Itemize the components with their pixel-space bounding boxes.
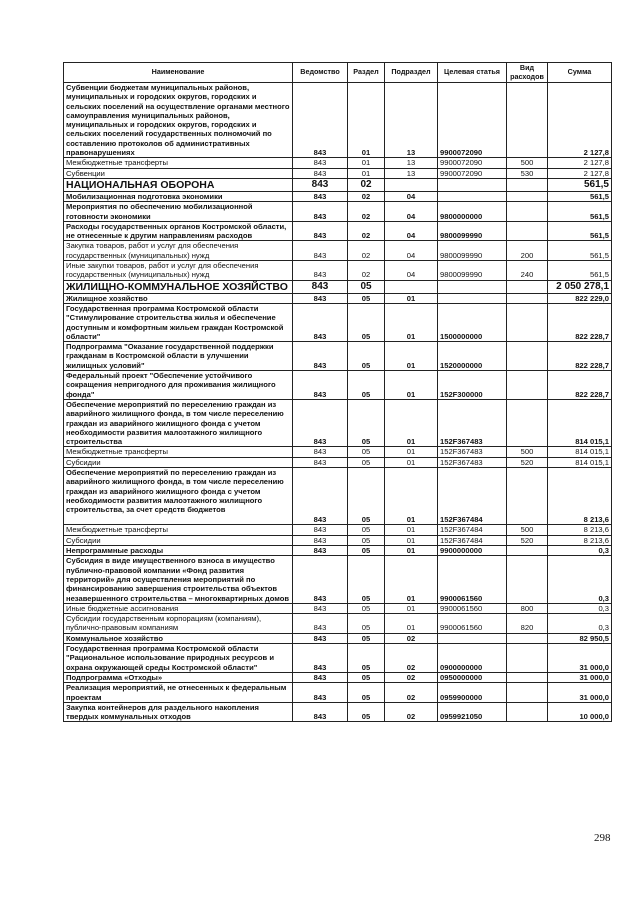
cell-summa: 814 015,1 [548, 457, 612, 467]
cell-name: Государственная программа Костромской области "Рациональное использование природных ресурсов и охрана окружающей среды Костромской области" [64, 644, 293, 673]
cell-name: Межбюджетные трансферты [64, 158, 293, 168]
cell-ved: 843 [293, 241, 348, 261]
cell-statya: 9800000000 [438, 202, 507, 222]
cell-ved: 843 [293, 672, 348, 682]
table-row [64, 683, 612, 703]
table-row [64, 546, 612, 556]
cell-vid: 530 [507, 168, 548, 178]
cell-name: Подпрограмма "Оказание государственной поддержки гражданам в Костромской области в улучшении жилищных условий" [64, 342, 293, 371]
cell-razdel: 05 [348, 633, 385, 643]
cell-podrazdel: 02 [385, 644, 438, 673]
cell-name: Коммунальное хозяйство [64, 633, 293, 643]
cell-ved: 843 [293, 633, 348, 643]
cell-statya: 9900061560 [438, 556, 507, 603]
cell-ved: 843 [293, 447, 348, 457]
cell-razdel: 05 [348, 683, 385, 703]
cell-podrazdel [385, 178, 438, 191]
cell-ved: 843 [293, 342, 348, 371]
cell-podrazdel: 01 [385, 303, 438, 341]
cell-podrazdel: 02 [385, 672, 438, 682]
table-body [64, 83, 612, 722]
cell-ved: 843 [293, 280, 348, 293]
cell-name: Межбюджетные трансферты [64, 447, 293, 457]
cell-razdel: 01 [348, 158, 385, 168]
table-row [64, 303, 612, 341]
cell-summa: 814 015,1 [548, 399, 612, 446]
cell-podrazdel: 01 [385, 614, 438, 634]
cell-name: Мероприятия по обеспечению мобилизационной готовности экономики [64, 202, 293, 222]
table-row [64, 525, 612, 535]
cell-summa: 561,5 [548, 261, 612, 281]
cell-ved: 843 [293, 293, 348, 303]
header-statya: Целевая статья [438, 63, 507, 83]
cell-statya [438, 178, 507, 191]
cell-vid [507, 672, 548, 682]
cell-podrazdel: 13 [385, 158, 438, 168]
cell-ved: 843 [293, 535, 348, 545]
cell-vid [507, 342, 548, 371]
cell-name: Государственная программа Костромской области "Стимулирование строительства жилья и обеспечение доступным и комфортным жильем граждан Костромской области" [64, 303, 293, 341]
table-row [64, 447, 612, 457]
cell-razdel: 05 [348, 556, 385, 603]
cell-statya: 9800099990 [438, 241, 507, 261]
cell-summa: 814 015,1 [548, 447, 612, 457]
cell-ved: 843 [293, 457, 348, 467]
cell-ved: 843 [293, 683, 348, 703]
cell-summa: 822 228,7 [548, 371, 612, 400]
cell-name: Субсидии [64, 457, 293, 467]
table-row [64, 467, 612, 524]
cell-vid: 240 [507, 261, 548, 281]
cell-podrazdel: 04 [385, 261, 438, 281]
cell-statya: 9900072090 [438, 83, 507, 158]
cell-summa: 561,5 [548, 202, 612, 222]
cell-name: Межбюджетные трансферты [64, 525, 293, 535]
cell-vid [507, 633, 548, 643]
table-row [64, 556, 612, 603]
cell-name: Субсидии государственным корпорациям (компаниям), публично-правовым компаниям [64, 614, 293, 634]
table-row [64, 293, 612, 303]
cell-razdel: 05 [348, 546, 385, 556]
cell-vid: 500 [507, 525, 548, 535]
cell-summa: 2 127,8 [548, 158, 612, 168]
cell-vid: 820 [507, 614, 548, 634]
cell-statya: 1500000000 [438, 303, 507, 341]
cell-razdel: 05 [348, 702, 385, 722]
cell-razdel: 05 [348, 603, 385, 613]
cell-podrazdel: 01 [385, 342, 438, 371]
cell-ved: 843 [293, 546, 348, 556]
header-name: Наименование [64, 63, 293, 83]
cell-summa: 8 213,6 [548, 467, 612, 524]
cell-summa: 822 229,0 [548, 293, 612, 303]
cell-razdel: 05 [348, 342, 385, 371]
cell-razdel: 02 [348, 191, 385, 201]
cell-razdel: 02 [348, 241, 385, 261]
header-vid: Вид расходов [507, 63, 548, 83]
cell-razdel: 02 [348, 178, 385, 191]
page-number: 298 [594, 832, 611, 844]
cell-statya: 0959921050 [438, 702, 507, 722]
cell-podrazdel: 13 [385, 168, 438, 178]
table-row [64, 261, 612, 281]
cell-statya: 9900061560 [438, 614, 507, 634]
table-row [64, 457, 612, 467]
cell-name: Субвенции [64, 168, 293, 178]
cell-name: Обеспечение мероприятий по переселению граждан из аварийного жилищного фонда, в том числе переселению граждан из аварийного жилищного фонда с учетом необходимости развития малоэтажного жилищного строительства [64, 399, 293, 446]
cell-podrazdel: 01 [385, 535, 438, 545]
table-row [64, 221, 612, 241]
header-summa: Сумма [548, 63, 612, 83]
cell-podrazdel: 01 [385, 546, 438, 556]
cell-vid: 500 [507, 158, 548, 168]
cell-summa: 0,3 [548, 603, 612, 613]
cell-vid [507, 293, 548, 303]
cell-ved: 843 [293, 371, 348, 400]
cell-name: Жилищное хозяйство [64, 293, 293, 303]
cell-statya: 0950000000 [438, 672, 507, 682]
cell-name: Иные бюджетные ассигнования [64, 603, 293, 613]
cell-podrazdel: 01 [385, 556, 438, 603]
cell-name: Закупка контейнеров для раздельного накопления твердых коммунальных отходов [64, 702, 293, 722]
cell-summa: 31 000,0 [548, 672, 612, 682]
cell-podrazdel: 04 [385, 191, 438, 201]
cell-statya: 152F300000 [438, 371, 507, 400]
budget-table-container [63, 62, 611, 722]
table-header-row [64, 63, 612, 83]
cell-vid: 200 [507, 241, 548, 261]
cell-vid [507, 280, 548, 293]
cell-statya [438, 191, 507, 201]
cell-podrazdel: 01 [385, 293, 438, 303]
cell-vid [507, 178, 548, 191]
table-row [64, 168, 612, 178]
cell-name: Федеральный проект "Обеспечение устойчивого сокращения непригодного для проживания жилищного фонда" [64, 371, 293, 400]
cell-razdel: 05 [348, 303, 385, 341]
cell-podrazdel: 01 [385, 525, 438, 535]
table-row [64, 702, 612, 722]
cell-ved: 843 [293, 168, 348, 178]
cell-razdel: 05 [348, 535, 385, 545]
table-row [64, 614, 612, 634]
cell-razdel: 05 [348, 371, 385, 400]
cell-summa: 822 228,7 [548, 303, 612, 341]
cell-ved: 843 [293, 221, 348, 241]
cell-vid [507, 644, 548, 673]
cell-vid [507, 191, 548, 201]
cell-statya: 9800099990 [438, 261, 507, 281]
cell-podrazdel: 04 [385, 241, 438, 261]
cell-ved: 843 [293, 202, 348, 222]
cell-statya: 9800099990 [438, 221, 507, 241]
cell-vid [507, 221, 548, 241]
cell-vid [507, 202, 548, 222]
cell-razdel: 05 [348, 280, 385, 293]
cell-summa: 8 213,6 [548, 525, 612, 535]
cell-ved: 843 [293, 191, 348, 201]
cell-name: ЖИЛИЩНО-КОММУНАЛЬНОЕ ХОЗЯЙСТВО [64, 280, 293, 293]
cell-razdel: 05 [348, 644, 385, 673]
cell-ved: 843 [293, 702, 348, 722]
cell-vid: 500 [507, 447, 548, 457]
cell-podrazdel: 02 [385, 633, 438, 643]
cell-razdel: 02 [348, 261, 385, 281]
cell-summa: 2 127,8 [548, 83, 612, 158]
cell-summa: 8 213,6 [548, 535, 612, 545]
cell-ved: 843 [293, 261, 348, 281]
cell-statya: 9900000000 [438, 546, 507, 556]
cell-name: Иные закупки товаров, работ и услуг для обеспечения государственных (муниципальных) нужд [64, 261, 293, 281]
cell-name: Непрограммные расходы [64, 546, 293, 556]
cell-razdel: 05 [348, 467, 385, 524]
cell-vid [507, 546, 548, 556]
cell-summa: 10 000,0 [548, 702, 612, 722]
cell-razdel: 02 [348, 221, 385, 241]
table-row [64, 633, 612, 643]
cell-ved: 843 [293, 556, 348, 603]
cell-ved: 843 [293, 614, 348, 634]
cell-name: НАЦИОНАЛЬНАЯ ОБОРОНА [64, 178, 293, 191]
cell-statya: 0959900000 [438, 683, 507, 703]
cell-statya: 9900072090 [438, 158, 507, 168]
cell-ved: 843 [293, 644, 348, 673]
cell-statya: 152F367483 [438, 399, 507, 446]
cell-ved: 843 [293, 303, 348, 341]
cell-summa: 0,3 [548, 614, 612, 634]
cell-vid [507, 303, 548, 341]
cell-summa: 561,5 [548, 178, 612, 191]
cell-razdel: 05 [348, 293, 385, 303]
cell-summa: 31 000,0 [548, 683, 612, 703]
cell-summa: 31 000,0 [548, 644, 612, 673]
cell-podrazdel: 04 [385, 202, 438, 222]
table-row [64, 158, 612, 168]
cell-vid [507, 371, 548, 400]
cell-podrazdel: 02 [385, 683, 438, 703]
table-row [64, 191, 612, 201]
cell-name: Субсидии [64, 535, 293, 545]
cell-ved: 843 [293, 158, 348, 168]
cell-summa: 822 228,7 [548, 342, 612, 371]
cell-razdel: 01 [348, 83, 385, 158]
cell-razdel: 05 [348, 399, 385, 446]
table-row [64, 241, 612, 261]
header-ved: Ведомство [293, 63, 348, 83]
cell-vid: 520 [507, 457, 548, 467]
cell-podrazdel [385, 280, 438, 293]
cell-statya [438, 293, 507, 303]
cell-podrazdel: 04 [385, 221, 438, 241]
table-row [64, 603, 612, 613]
cell-podrazdel: 01 [385, 457, 438, 467]
cell-razdel: 05 [348, 525, 385, 535]
cell-name: Субвенции бюджетам муниципальных районов, муниципальных и городских округов, городских и сельских поселений на осуществление органами местного самоуправления муниципальных районов, муниципальных и городских округов, городских и сельских поселений государственных полномочий по составлению протоколов об административных правонарушениях [64, 83, 293, 158]
cell-ved: 843 [293, 178, 348, 191]
cell-summa: 82 950,5 [548, 633, 612, 643]
cell-summa: 0,3 [548, 546, 612, 556]
cell-name: Субсидия в виде имущественного взноса в имущество публично-правовой компании «Фонд развития территорий» для осуществления мероприятий по финансированию завершения строительства объектов незавершенного строительства – многоквартирных домов [64, 556, 293, 603]
cell-summa: 0,3 [548, 556, 612, 603]
cell-statya: 0900000000 [438, 644, 507, 673]
cell-podrazdel: 01 [385, 603, 438, 613]
cell-statya: 1520000000 [438, 342, 507, 371]
budget-table [63, 62, 612, 722]
cell-summa: 2 050 278,1 [548, 280, 612, 293]
cell-ved: 843 [293, 399, 348, 446]
table-row [64, 672, 612, 682]
cell-podrazdel: 13 [385, 83, 438, 158]
cell-podrazdel: 01 [385, 447, 438, 457]
header-podrazdel: Подраздел [385, 63, 438, 83]
table-row [64, 371, 612, 400]
cell-statya: 9900061560 [438, 603, 507, 613]
cell-statya [438, 633, 507, 643]
cell-name: Подпрограмма «Отходы» [64, 672, 293, 682]
cell-podrazdel: 01 [385, 399, 438, 446]
cell-vid [507, 702, 548, 722]
cell-vid [507, 83, 548, 158]
cell-statya [438, 280, 507, 293]
cell-name: Расходы государственных органов Костромской области, не отнесенные к другим направлениям расходов [64, 221, 293, 241]
cell-vid: 800 [507, 603, 548, 613]
cell-razdel: 02 [348, 202, 385, 222]
cell-summa: 2 127,8 [548, 168, 612, 178]
cell-razdel: 05 [348, 672, 385, 682]
cell-statya: 152F367484 [438, 467, 507, 524]
cell-ved: 843 [293, 83, 348, 158]
cell-name: Закупка товаров, работ и услуг для обеспечения государственных (муниципальных) нужд [64, 241, 293, 261]
table-row [64, 83, 612, 158]
cell-vid [507, 556, 548, 603]
table-row [64, 399, 612, 446]
header-razdel: Раздел [348, 63, 385, 83]
cell-statya: 152F367484 [438, 525, 507, 535]
cell-ved: 843 [293, 603, 348, 613]
cell-statya: 152F367483 [438, 457, 507, 467]
table-row [64, 342, 612, 371]
cell-podrazdel: 02 [385, 702, 438, 722]
cell-statya: 9900072090 [438, 168, 507, 178]
cell-vid [507, 683, 548, 703]
table-row [64, 535, 612, 545]
cell-name: Реализация мероприятий, не отнесенных к федеральным проектам [64, 683, 293, 703]
cell-name: Мобилизационная подготовка экономики [64, 191, 293, 201]
cell-razdel: 01 [348, 168, 385, 178]
table-row [64, 280, 612, 293]
table-row [64, 202, 612, 222]
cell-razdel: 05 [348, 447, 385, 457]
cell-razdel: 05 [348, 457, 385, 467]
cell-statya: 152F367483 [438, 447, 507, 457]
cell-ved: 843 [293, 467, 348, 524]
table-row [64, 644, 612, 673]
table-row [64, 178, 612, 191]
cell-ved: 843 [293, 525, 348, 535]
cell-razdel: 05 [348, 614, 385, 634]
cell-vid [507, 399, 548, 446]
cell-summa: 561,5 [548, 191, 612, 201]
cell-vid [507, 467, 548, 524]
cell-summa: 561,5 [548, 221, 612, 241]
cell-summa: 561,5 [548, 241, 612, 261]
cell-name: Обеспечение мероприятий по переселению граждан из аварийного жилищного фонда, в том числе переселению граждан из аварийного жилищного фонда с учетом необходимости развития малоэтажного жилищного строительства, за счет средств бюджетов [64, 467, 293, 524]
cell-podrazdel: 01 [385, 371, 438, 400]
cell-statya: 152F367484 [438, 535, 507, 545]
cell-vid: 520 [507, 535, 548, 545]
cell-podrazdel: 01 [385, 467, 438, 524]
